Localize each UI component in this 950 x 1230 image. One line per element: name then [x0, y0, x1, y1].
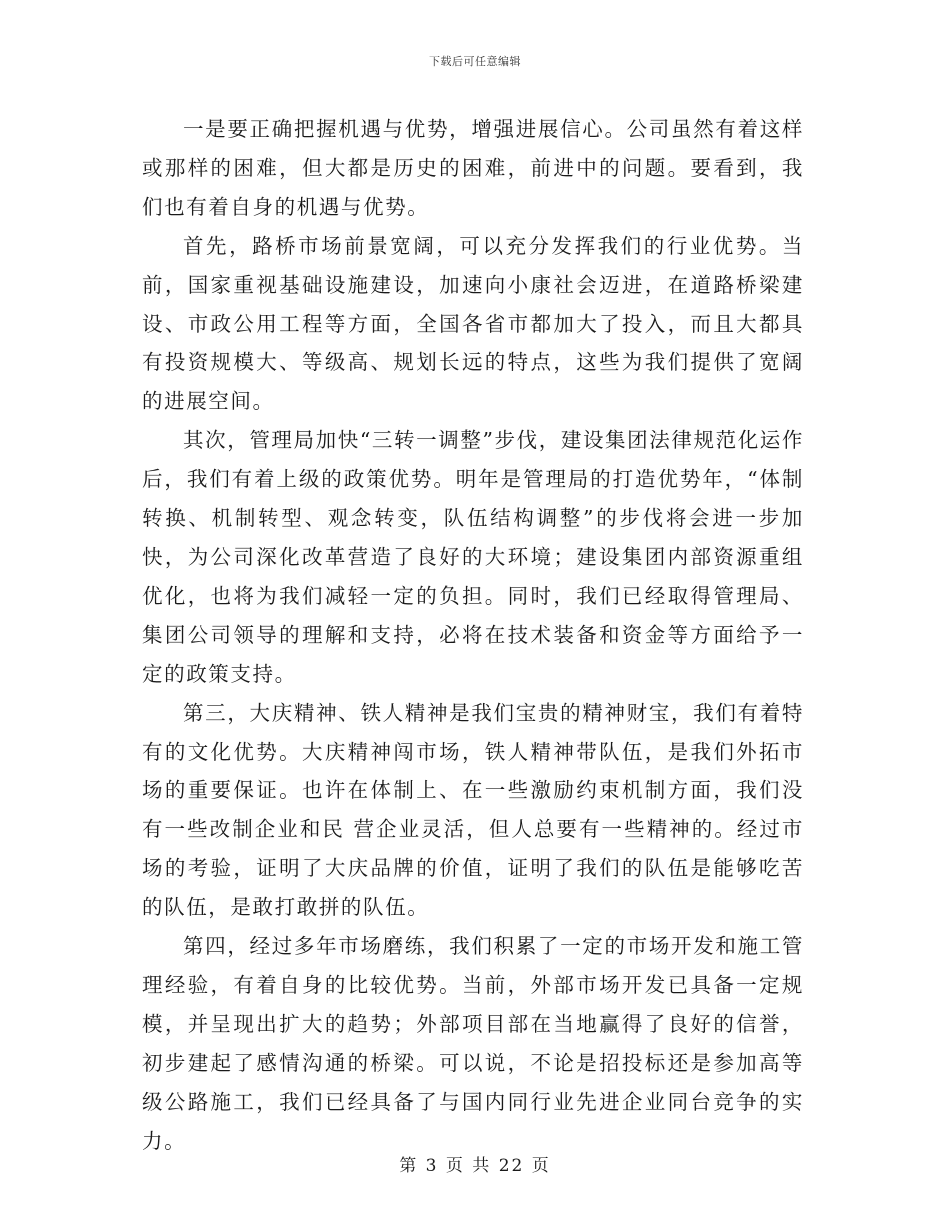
page-number: 第 3 页 共 22 页: [399, 1156, 551, 1176]
page-header: 下载后可任意编辑: [429, 55, 521, 68]
paragraph-fourth-comparative-advantage: 第四，经过多年市场磨练，我们积累了一定的市场开发和施工管理经验，有着自身的比较优势。当前，外部市场开发已具备一定规模，并呈现出扩大的趋势；外部项目部在当地赢得了良好的信誉，初步建起了感情沟通的桥梁。可以说，不论是招投标还是参加高等级公路施工，我们已经具备了与国内同行业先进企业同台竞争的实力。: [142, 934, 804, 1153]
paragraph-opportunities: 一是要正确把握机遇与优势，增强进展信心。公司虽然有着这样或那样的困难，但大都是历史的困难，前进中的问题。要看到，我们也有着自身的机遇与优势。: [142, 117, 804, 219]
paragraph-third-cultural-advantage: 第三，大庆精神、铁人精神是我们宝贵的精神财宝，我们有着特有的文化优势。大庆精神闯市场，铁人精神带队伍，是我们外拓市场的重要保证。也许在体制上、在一些激励约束机制方面，我们没有一些改制企业和民 营企业灵活，但人总要有一些精神的。经过市场的考验，证明了大庆品牌的价值，证明了我们的队伍是能够吃苦的队伍，是敢打敢拼的队伍。: [142, 700, 804, 920]
document-body: [142, 110, 804, 1160]
paragraph-second-policy-advantage: 其次，管理局加快“三转一调整”步伐，建设集团法律规范化运作后，我们有着上级的政策优势。明年是管理局的打造优势年，“体制转换、机制转型、观念转变，队伍结构调整”的步伐将会进一步加快，为公司深化改革营造了良好的大环境；建设集团内部资源重组优化，也将为我们减轻一定的负担。同时，我们已经取得管理局、集团公司领导的理解和支持，必将在技术装备和资金等方面给予一定的政策支持。: [142, 428, 804, 686]
paragraph-first-industry-advantage: 首先，路桥市场前景宽阔，可以充分发挥我们的行业优势。当前，国家重视基础设施建设，加速向小康社会迈进，在道路桥梁建设、市政公用工程等方面，全国各省市都加大了投入，而且大都具有投资规模大、等级高、规划长远的特点，这些为我们提供了宽阔的进展空间。: [142, 233, 804, 414]
